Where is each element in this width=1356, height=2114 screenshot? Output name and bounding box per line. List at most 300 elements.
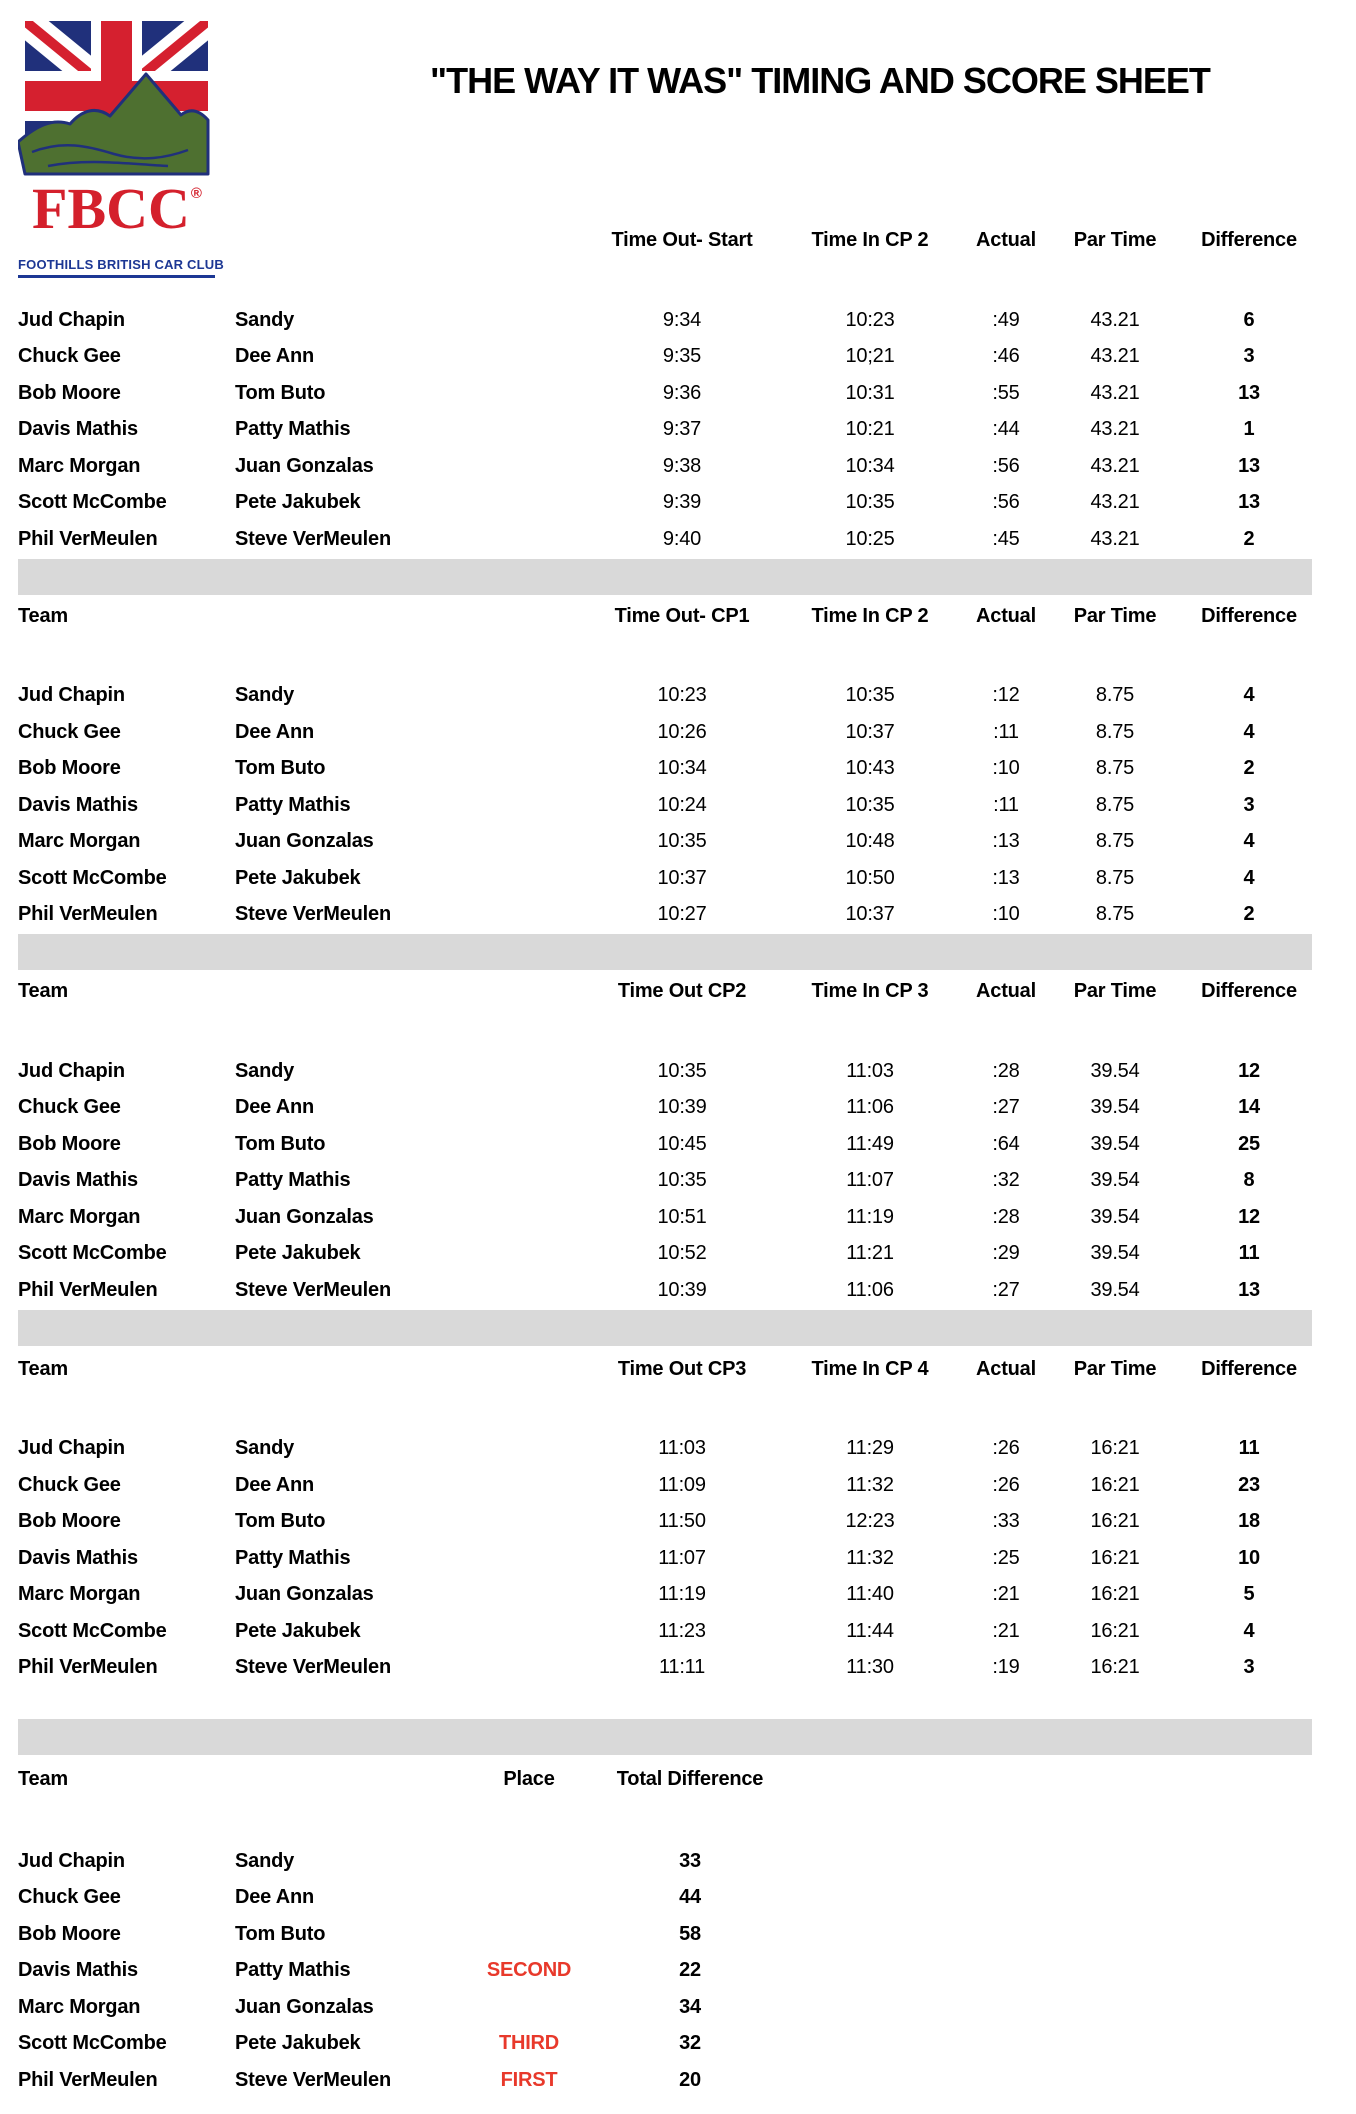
column-header: Difference <box>1201 604 1297 627</box>
section-rows <box>18 1053 1356 1309</box>
time-value: 16:21 <box>1090 1619 1140 1642</box>
difference-value: 1 <box>1243 418 1255 441</box>
section-divider <box>18 1310 1312 1346</box>
team-row <box>18 1236 1356 1273</box>
total-difference-value: 33 <box>679 1849 701 1872</box>
time-value: 39.54 <box>1090 1242 1140 1265</box>
navigator-name: Sandy <box>235 1849 295 1872</box>
time-value: :56 <box>992 491 1020 514</box>
summary-team-row <box>18 1880 1356 1917</box>
section-rows <box>18 678 1356 934</box>
time-value: 11:44 <box>846 1619 894 1642</box>
time-value: 16:21 <box>1090 1656 1140 1679</box>
team-row <box>18 1431 1356 1468</box>
time-value: :27 <box>992 1096 1020 1119</box>
score-section-4 <box>18 1358 1356 1756</box>
driver-name: Phil VerMeulen <box>18 527 158 550</box>
difference-value: 14 <box>1238 1096 1260 1119</box>
time-value: 9:35 <box>662 345 702 368</box>
time-value: 43.21 <box>1090 491 1140 514</box>
total-difference-value: 34 <box>679 1995 701 2018</box>
navigator-name: Tom Buto <box>235 1510 326 1533</box>
section-header-row <box>18 1358 1356 1381</box>
column-header: Par Time <box>1073 229 1157 251</box>
navigator-name: Pete Jakubek <box>235 2032 361 2055</box>
difference-value: 11 <box>1238 1242 1260 1265</box>
total-difference-value: 44 <box>679 1886 701 1909</box>
place-value: FIRST <box>500 2068 558 2091</box>
time-value: :11 <box>993 720 1019 743</box>
time-value: 10:35 <box>657 830 707 853</box>
team-column-header: Team <box>18 980 68 1002</box>
team-column-header: Team <box>18 604 68 627</box>
team-row <box>18 448 1356 485</box>
column-header: Time In CP 3 <box>811 980 929 1002</box>
section-divider <box>18 934 1312 970</box>
driver-name: Bob Moore <box>18 1510 121 1533</box>
column-header: Par Time <box>1073 1357 1157 1380</box>
time-value: 11:11 <box>658 1656 706 1679</box>
time-value: 11:06 <box>846 1278 894 1301</box>
navigator-name: Patty Mathis <box>235 1546 351 1569</box>
navigator-name: Tom Buto <box>235 1132 326 1155</box>
team-row <box>18 1053 1356 1090</box>
difference-value: 4 <box>1243 1619 1255 1642</box>
column-header: Time Out- Start <box>611 229 753 251</box>
navigator-name: Pete Jakubek <box>235 866 361 889</box>
time-value: 10:45 <box>657 1132 707 1155</box>
time-value: 39.54 <box>1090 1169 1140 1192</box>
time-value: :12 <box>992 684 1020 707</box>
navigator-name: Juan Gonzalas <box>235 830 374 853</box>
summary-section <box>18 1768 1356 2099</box>
time-value: :32 <box>992 1169 1020 1192</box>
time-value: 8.75 <box>1095 793 1135 816</box>
team-row <box>18 1504 1356 1541</box>
navigator-name: Juan Gonzalas <box>235 1995 374 2018</box>
time-value: 8.75 <box>1095 866 1135 889</box>
section-divider <box>18 559 1312 595</box>
navigator-name: Pete Jakubek <box>235 1619 361 1642</box>
team-row <box>18 1090 1356 1127</box>
time-value: :11 <box>993 793 1019 816</box>
time-value: :13 <box>992 830 1020 853</box>
team-row <box>18 1650 1356 1687</box>
time-value: :64 <box>992 1132 1020 1155</box>
navigator-name: Juan Gonzalas <box>235 1583 374 1606</box>
time-value: 10:37 <box>845 720 895 743</box>
time-value: 43.21 <box>1090 418 1140 441</box>
total-difference-value: 20 <box>679 2068 701 2091</box>
driver-name: Scott McCombe <box>18 491 167 514</box>
driver-name: Marc Morgan <box>18 454 141 477</box>
time-value: 11:19 <box>846 1205 894 1228</box>
time-value: :13 <box>992 866 1020 889</box>
time-value: 10:23 <box>657 684 707 707</box>
time-value: 11:07 <box>846 1169 894 1192</box>
score-section-1 <box>18 229 1356 595</box>
time-value: 11:49 <box>846 1132 894 1155</box>
team-row <box>18 1540 1356 1577</box>
time-value: :55 <box>992 381 1020 404</box>
club-abbr: FBCC <box>32 176 190 241</box>
time-value: 10:21 <box>845 418 895 441</box>
navigator-name: Steve VerMeulen <box>235 527 391 550</box>
time-value: :21 <box>992 1619 1020 1642</box>
team-row <box>18 485 1356 522</box>
time-value: 11:50 <box>658 1510 706 1533</box>
driver-name: Jud Chapin <box>18 1849 125 1872</box>
driver-name: Jud Chapin <box>18 1437 125 1460</box>
section-divider <box>18 1719 1312 1755</box>
time-value: 11:09 <box>658 1473 706 1496</box>
column-header: Actual <box>976 604 1036 627</box>
checkpoint-sections <box>18 229 1356 1755</box>
navigator-name: Sandy <box>235 684 295 707</box>
difference-value: 13 <box>1238 1278 1260 1301</box>
navigator-name: Dee Ann <box>235 720 314 743</box>
navigator-name: Pete Jakubek <box>235 1242 361 1265</box>
difference-value: 4 <box>1243 720 1255 743</box>
time-value: 8.75 <box>1095 684 1135 707</box>
column-header: Par Time <box>1073 980 1157 1002</box>
column-header: Time In CP 2 <box>811 604 929 627</box>
difference-value: 4 <box>1243 866 1255 889</box>
summary-team-row <box>18 1916 1356 1953</box>
navigator-name: Dee Ann <box>235 345 314 368</box>
navigator-name: Tom Buto <box>235 1922 326 1945</box>
time-value: 8.75 <box>1095 720 1135 743</box>
time-value: :46 <box>992 345 1020 368</box>
time-value: 10:23 <box>845 308 895 331</box>
club-name: FOOTHILLS BRITISH CAR CLUB <box>18 257 215 278</box>
driver-name: Davis Mathis <box>18 1959 138 1982</box>
time-value: :44 <box>992 418 1020 441</box>
summary-team-row <box>18 1843 1356 1880</box>
time-value: 43.21 <box>1090 454 1140 477</box>
column-header: Difference <box>1201 1357 1297 1380</box>
time-value: 10:34 <box>845 454 895 477</box>
navigator-name: Steve VerMeulen <box>235 2068 391 2091</box>
driver-name: Bob Moore <box>18 1132 121 1155</box>
time-value: :10 <box>992 903 1020 926</box>
time-value: :26 <box>992 1473 1020 1496</box>
team-row <box>18 714 1356 751</box>
time-value: 11:03 <box>658 1437 706 1460</box>
difference-value: 4 <box>1243 830 1255 853</box>
time-value: 11:32 <box>846 1473 894 1496</box>
time-value: 11:40 <box>846 1583 894 1606</box>
navigator-name: Patty Mathis <box>235 418 351 441</box>
summary-team-row <box>18 2062 1356 2099</box>
difference-value: 6 <box>1243 308 1255 331</box>
time-value: 10:35 <box>845 684 895 707</box>
time-value: 9:38 <box>662 454 702 477</box>
team-row <box>18 1126 1356 1163</box>
time-value: 11:29 <box>846 1437 894 1460</box>
driver-name: Phil VerMeulen <box>18 1656 158 1679</box>
driver-name: Jud Chapin <box>18 308 125 331</box>
team-row <box>18 1199 1356 1236</box>
navigator-name: Steve VerMeulen <box>235 903 391 926</box>
driver-name: Davis Mathis <box>18 793 138 816</box>
time-value: 43.21 <box>1090 308 1140 331</box>
column-header: Difference <box>1201 229 1297 251</box>
time-value: 39.54 <box>1090 1096 1140 1119</box>
time-value: 9:37 <box>662 418 702 441</box>
driver-name: Chuck Gee <box>18 345 121 368</box>
time-value: :45 <box>992 527 1020 550</box>
score-section-3 <box>18 980 1356 1346</box>
navigator-name: Sandy <box>235 1437 295 1460</box>
difference-value: 10 <box>1238 1546 1260 1569</box>
column-header: Actual <box>976 229 1036 251</box>
team-row <box>18 1272 1356 1309</box>
column-header: Time In CP 2 <box>811 229 929 251</box>
difference-value: 23 <box>1238 1473 1260 1496</box>
time-value: 10:27 <box>657 903 707 926</box>
navigator-name: Juan Gonzalas <box>235 454 374 477</box>
time-value: :28 <box>992 1205 1020 1228</box>
time-value: 11:06 <box>846 1096 894 1119</box>
column-header: Time Out CP3 <box>617 1357 747 1380</box>
driver-name: Bob Moore <box>18 757 121 780</box>
team-row <box>18 412 1356 449</box>
difference-value: 11 <box>1238 1437 1260 1460</box>
difference-value: 18 <box>1238 1510 1260 1533</box>
driver-name: Scott McCombe <box>18 1619 167 1642</box>
driver-name: Phil VerMeulen <box>18 2068 158 2091</box>
summary-team-row <box>18 1989 1356 2026</box>
navigator-name: Patty Mathis <box>235 1169 351 1192</box>
union-jack-mountains-icon <box>18 14 215 178</box>
time-value: :33 <box>992 1510 1020 1533</box>
team-row <box>18 678 1356 715</box>
column-header: Difference <box>1201 980 1297 1002</box>
time-value: 10:43 <box>845 757 895 780</box>
time-value: 9:40 <box>662 527 702 550</box>
driver-name: Scott McCombe <box>18 866 167 889</box>
column-header: Par Time <box>1073 604 1157 627</box>
navigator-name: Tom Buto <box>235 381 326 404</box>
column-header: Time Out CP2 <box>617 980 747 1002</box>
time-value: 8.75 <box>1095 830 1135 853</box>
driver-name: Davis Mathis <box>18 418 138 441</box>
summary-team-row <box>18 1953 1356 1990</box>
team-row <box>18 302 1356 339</box>
difference-value: 3 <box>1243 1656 1255 1679</box>
place-value: THIRD <box>498 2032 560 2055</box>
time-value: 43.21 <box>1090 527 1140 550</box>
time-value: 16:21 <box>1090 1510 1140 1533</box>
time-value: 43.21 <box>1090 381 1140 404</box>
time-value: 10:35 <box>657 1169 707 1192</box>
driver-name: Phil VerMeulen <box>18 903 158 926</box>
difference-value: 13 <box>1238 381 1260 404</box>
time-value: 10:34 <box>657 757 707 780</box>
driver-name: Bob Moore <box>18 1922 121 1945</box>
driver-name: Davis Mathis <box>18 1169 138 1192</box>
navigator-name: Dee Ann <box>235 1886 314 1909</box>
time-value: 39.54 <box>1090 1132 1140 1155</box>
column-header: Actual <box>976 980 1036 1002</box>
team-row <box>18 860 1356 897</box>
difference-value: 13 <box>1238 491 1260 514</box>
time-value: 16:21 <box>1090 1437 1140 1460</box>
time-value: :56 <box>992 454 1020 477</box>
team-row <box>18 1163 1356 1200</box>
time-value: :29 <box>992 1242 1020 1265</box>
club-logo <box>18 14 224 278</box>
column-header: Time In CP 4 <box>811 1357 929 1380</box>
section-rows <box>18 302 1356 558</box>
difference-value: 25 <box>1238 1132 1260 1155</box>
driver-name: Phil VerMeulen <box>18 1278 158 1301</box>
summary-header-row <box>18 1768 1356 1791</box>
time-value: 10:35 <box>845 491 895 514</box>
difference-value: 12 <box>1238 1205 1260 1228</box>
club-abbr-wrap <box>18 178 215 255</box>
driver-name: Marc Morgan <box>18 830 141 853</box>
navigator-name: Juan Gonzalas <box>235 1205 374 1228</box>
column-header: Time Out- CP1 <box>614 604 750 627</box>
team-row <box>18 521 1356 558</box>
time-value: 10:39 <box>657 1096 707 1119</box>
summary-rows <box>18 1843 1356 2099</box>
difference-value: 2 <box>1243 757 1255 780</box>
time-value: 11:19 <box>658 1583 706 1606</box>
time-value: :19 <box>992 1656 1020 1679</box>
team-column-header: Team <box>18 1357 68 1380</box>
driver-name: Marc Morgan <box>18 1205 141 1228</box>
place-value: SECOND <box>486 1959 572 1982</box>
time-value: 16:21 <box>1090 1583 1140 1606</box>
total-difference-value: 32 <box>679 2032 701 2055</box>
time-value: 10:31 <box>845 381 895 404</box>
navigator-name: Sandy <box>235 308 295 331</box>
time-value: 11:07 <box>658 1546 706 1569</box>
time-value: 9:39 <box>662 491 702 514</box>
time-value: 10:48 <box>845 830 895 853</box>
time-value: 9:34 <box>662 308 702 331</box>
difference-value: 4 <box>1243 684 1255 707</box>
time-value: 10:35 <box>845 793 895 816</box>
team-row <box>18 339 1356 376</box>
driver-name: Chuck Gee <box>18 1473 121 1496</box>
difference-value: 2 <box>1243 527 1255 550</box>
driver-name: Chuck Gee <box>18 1096 121 1119</box>
team-row <box>18 1467 1356 1504</box>
time-value: 8.75 <box>1095 903 1135 926</box>
driver-name: Davis Mathis <box>18 1546 138 1569</box>
time-value: :21 <box>992 1583 1020 1606</box>
time-value: 8.75 <box>1095 757 1135 780</box>
time-value: 10:51 <box>657 1205 707 1228</box>
driver-name: Scott McCombe <box>18 1242 167 1265</box>
column-header: Total Difference <box>616 1768 764 1790</box>
navigator-name: Patty Mathis <box>235 1959 351 1982</box>
team-row <box>18 897 1356 934</box>
difference-value: 8 <box>1243 1169 1255 1192</box>
team-column-header: Team <box>18 1768 68 1790</box>
time-value: 10:39 <box>657 1278 707 1301</box>
time-value: 10:25 <box>845 527 895 550</box>
time-value: :10 <box>992 757 1020 780</box>
difference-value: 12 <box>1238 1059 1260 1082</box>
navigator-name: Steve VerMeulen <box>235 1656 391 1679</box>
time-value: 43.21 <box>1090 345 1140 368</box>
driver-name: Jud Chapin <box>18 684 125 707</box>
team-row <box>18 824 1356 861</box>
section-header-row <box>18 980 1356 1003</box>
team-row <box>18 1577 1356 1614</box>
total-difference-value: 22 <box>679 1959 701 1982</box>
driver-name: Scott McCombe <box>18 2032 167 2055</box>
time-value: 9:36 <box>662 381 702 404</box>
time-value: 39.54 <box>1090 1205 1140 1228</box>
time-value: 11:23 <box>658 1619 706 1642</box>
driver-name: Bob Moore <box>18 381 121 404</box>
column-header: Place <box>503 1768 555 1790</box>
difference-value: 3 <box>1243 345 1255 368</box>
registered-mark: ® <box>190 185 202 202</box>
difference-value: 2 <box>1243 903 1255 926</box>
driver-name: Jud Chapin <box>18 1059 125 1082</box>
time-value: 10:50 <box>845 866 895 889</box>
section-header-row <box>18 605 1356 628</box>
time-value: 12:23 <box>845 1510 895 1533</box>
navigator-name: Sandy <box>235 1059 295 1082</box>
difference-value: 13 <box>1238 454 1260 477</box>
time-value: 16:21 <box>1090 1546 1140 1569</box>
time-value: 10:24 <box>657 793 707 816</box>
time-value: :25 <box>992 1546 1020 1569</box>
navigator-name: Dee Ann <box>235 1473 314 1496</box>
time-value: 10:37 <box>845 903 895 926</box>
time-value: 11:32 <box>846 1546 894 1569</box>
navigator-name: Pete Jakubek <box>235 491 361 514</box>
driver-name: Marc Morgan <box>18 1583 141 1606</box>
section-rows <box>18 1431 1356 1687</box>
time-value: 39.54 <box>1090 1059 1140 1082</box>
team-row <box>18 787 1356 824</box>
time-value: :27 <box>992 1278 1020 1301</box>
difference-value: 5 <box>1243 1583 1255 1606</box>
navigator-name: Tom Buto <box>235 757 326 780</box>
total-difference-value: 58 <box>679 1922 701 1945</box>
navigator-name: Dee Ann <box>235 1096 314 1119</box>
time-value: 39.54 <box>1090 1278 1140 1301</box>
team-row <box>18 751 1356 788</box>
score-section-2 <box>18 605 1356 971</box>
sheet-title: "THE WAY IT WAS" TIMING AND SCORE SHEET <box>430 60 1210 101</box>
time-value: 11:21 <box>846 1242 894 1265</box>
team-row <box>18 375 1356 412</box>
time-value: 10:26 <box>657 720 707 743</box>
time-value: 10:37 <box>657 866 707 889</box>
section-header-row <box>18 229 1356 252</box>
navigator-name: Patty Mathis <box>235 793 351 816</box>
time-value: 16:21 <box>1090 1473 1140 1496</box>
time-value: :49 <box>992 308 1020 331</box>
time-value: 10:52 <box>657 1242 707 1265</box>
time-value: 10;21 <box>845 345 895 368</box>
column-header: Actual <box>976 1357 1036 1380</box>
summary-team-row <box>18 2026 1356 2063</box>
difference-value: 3 <box>1243 793 1255 816</box>
time-value: 11:03 <box>846 1059 894 1082</box>
driver-name: Chuck Gee <box>18 720 121 743</box>
